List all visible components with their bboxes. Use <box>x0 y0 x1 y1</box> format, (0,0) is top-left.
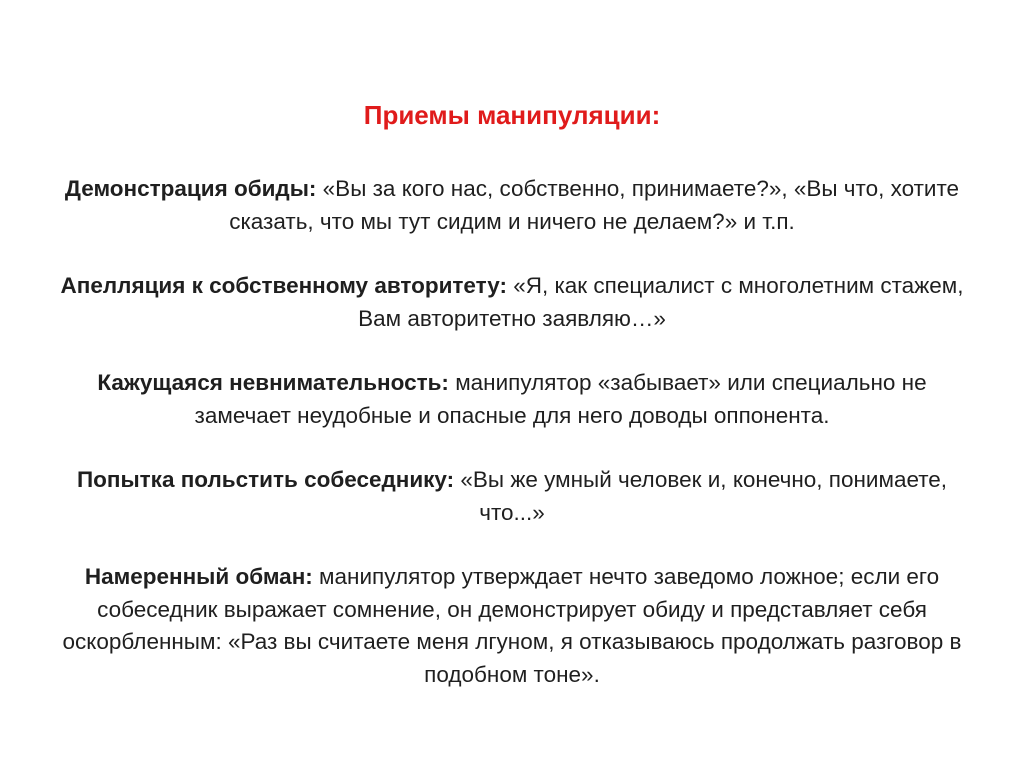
text-authority: «Я, как специалист с многолетним стажем, Вам авторитетно заявляю…» <box>358 273 964 331</box>
paragraph-resentment <box>60 173 964 238</box>
term-authority: Апелляция к собственному авторитету: <box>60 273 507 298</box>
slide-content <box>60 173 964 723</box>
paragraph-inattention <box>60 367 964 432</box>
term-inattention: Кажущаяся невнимательность: <box>97 370 449 395</box>
text-flattery: «Вы же умный человек и, конечно, понимаете, что...» <box>454 467 948 525</box>
slide-title: Приемы манипуляции: <box>363 100 661 130</box>
paragraph-flattery <box>60 464 964 529</box>
text-inattention: манипулятор «забывает» или специально не замечает неудобные и опасные для него доводы оппонента. <box>194 370 927 428</box>
term-deception: Намеренный обман: <box>84 564 313 589</box>
text-deception: манипулятор утверждает нечто заведомо ложное; если его собеседник выражает сомнение, он демонстрирует обиду и представляет себя оскорбленным: «Раз вы считаете меня лгуном, я отказываюсь продолжать разговор в подобном тоне». <box>62 564 962 687</box>
term-flattery: Попытка польстить собеседнику: <box>76 467 455 492</box>
paragraph-deception <box>60 561 964 691</box>
paragraph-authority <box>60 270 964 335</box>
text-resentment: «Вы за кого нас, собственно, принимаете?», «Вы что, хотите сказать, что мы тут сидим и ничего не делаем?» и т.п. <box>229 176 960 234</box>
term-resentment: Демонстрация обиды: <box>64 176 317 201</box>
